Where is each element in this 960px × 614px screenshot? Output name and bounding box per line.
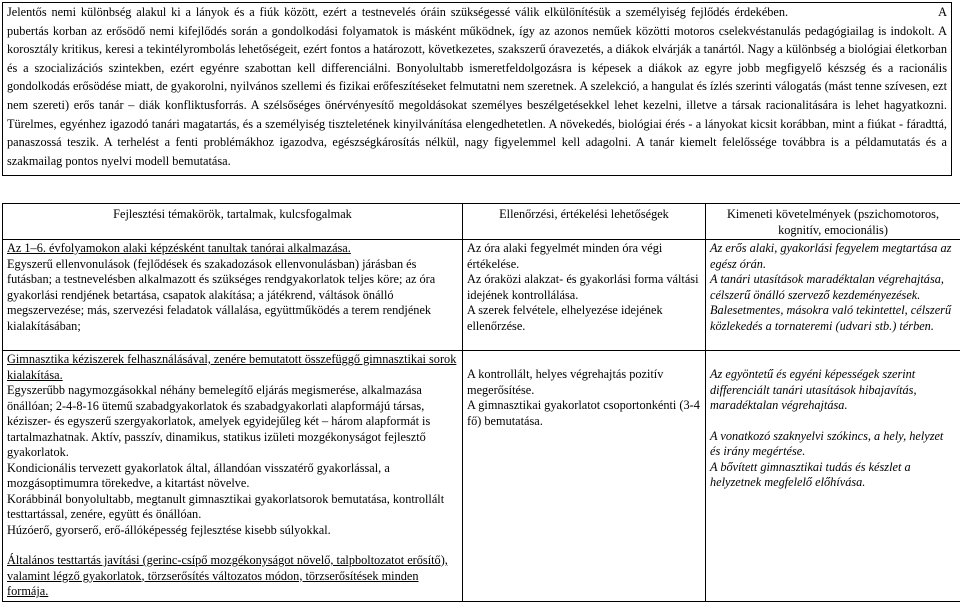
row2-req-item: Az egyöntetű és egyéni képességek szerint differenciált tanári utasítások hibajavítás, maradéktalan végrehajtása. [710,367,917,412]
row1-requirements-cell [706,240,960,351]
row1-req-item: Az erős alaki, gyakorlási fegyelem megtartása az egész órán. [710,241,952,271]
row2-topic-para: Kondicionális tervezett gyakorlatok által, állandóan visszatérő gyakorlással, a mozgásoptimumra törekedve, a kitartást növelve. [7,460,390,490]
row1-topic-title: Az 1–6. évfolyamokon alaki képzésként tanultak tanórai alkalmazása. [7,241,351,255]
row2-topic-para: Egyszerűbb nagymozgásokkal néhány bemelegítő eljárás megismerése, alkalmazása önállóan; 2-4-8-16 ütemű szabadgyakorlatok és szabadgyakorlati alapformájú társas, kéziszer- és egyszerű szergyakorlatok, amelyek egyidejűleg két – három alapformát is tartalmazhatnak. Aktív, passzív, dinamikus, statikus izületi mozgékonyságot fejlesztő gyakorlatok. [7,383,431,459]
row2-req-item: A vonatkozó szaknyelvi szókincs, a hely, helyzet és irány megértése. [710,428,944,458]
table-header-row [3,204,960,240]
row2-req-item: A bővített gimnasztikai tudás és készlet a helyzetnek megfelelő előhívása. [710,459,911,489]
row2-eval-item: A gimnasztikai gyakorlatot csoportonkénti (3-4 fő) bemutatása. [467,398,700,428]
row1-evaluation-cell [463,240,706,351]
row2-topic-para: Korábbinál bonyolultabb, megtanult gimnasztikai gyakorlatsorok bemutatása, kontrollált testtartással, zenére, együtt és önállóan. [7,491,445,521]
row2-topic-last: Általános testtartás javítási (gerinc-csípő mozgékonyságot növelő, talpboltozatot erősítő), valamint légző gyakorlatok, törzserősítés változatos módon, törzserősítések minden formája. [7,553,448,598]
row1-topics-cell [3,240,463,351]
row1-topic-text: Egyszerű ellenvonulások (fejlődések és szakadozások ellenvonulásban) járásban és futásban; a testnevelésben alkalmazott és szükséges rendgyakorlatok teljes köre; az óra gyakorlási rendjének betartása, csapatok alakítása; a játékrend, váltások önálló megszervezése; más, szervezési feladatok vállalása, együttműködés a terem rendjének kialakításában; [7,256,436,333]
table-row [3,240,960,351]
row2-topic-para: Húzóerő, gyorserő, erő-állóképesség fejlesztése kisebb súlyokkal. [7,522,331,537]
row2-topics-cell [3,351,463,602]
intro-paragraph [2,2,952,176]
row2-requirements-cell [706,351,960,602]
row1-eval-item: A szerek felvétele, elhelyezése idejének ellenőrzése. [467,303,663,333]
row1-req-item: A tanári utasítások maradéktalan végrehajtása, célszerű önálló szervező kezdeményezések. [710,272,944,302]
row1-eval-item: Az óraközi alakzat- és gyakorlási forma váltási idejének kontrollálása. [467,272,699,302]
row2-topic-title: Gimnasztika kéziszerek felhasználásával, zenére bemutatott összefüggő gimnasztikai sorok kialakítása. [7,352,457,382]
intro-body: A pubertás korban az erősödő nemi kifejlődés során a gondolkodási folyamatok is másként működnek, így az azonos neműek közötti motoros cselekvéstanulás pedagógiailag is indokolt. A korosztály kritikus, keresi a tekintélyrombolás lehetőségeit, ezért fontos a határozott, következetes, szakszerű óravezetés, a diákok elvárják a tanártól. Nagy a különbség a biológiai életkorban és a szocializációs szintekben, ezért egyénre szabottan kell differenciálni. Bonyolultabb ismeretfeldolgozásra is képesek a diákok az egyre jobb megfigyelő készség és a racionális gondolkodás erősödése miatt, de gyakorolni, nyilvános szellemi és fizikai erőfeszítéseket felmutatni nem szeretnek. A szelekció, a hangulat és ízlés szerinti válogatás (mást tenne szívesen, ezt nem szereti) erős tanár – diák konfliktusforrás. A szélsőséges önérvényesítő megoldásokat személyes beszélgetésekkel lehet kezelni, illetve a társak racionalitására is lehet hagyatkozni. Türelmes, egyénhez igazodó tanári magatartás, és a személyiség tiszteletének kinyilvánítása elengedhetetlen. A növekedés, biológiai érés - a lányokat kicsit korábban, mint a fiúkat - fáradttá, panaszossá teszik. A terhelést a fenti problémákhoz igazodva, egészségkárosítás nélkül, nagy figyelemmel kell adagolni. A tanár kiemelt felelőssége továbbra is a példamutatás és a szakmailag pontos nyelvi modell bemutatása. [7,5,947,168]
table-row [3,351,960,602]
curriculum-table [2,203,960,602]
row1-eval-item: Az óra alaki fegyelmét minden óra végi értékelése. [467,241,663,271]
header-evaluation: Ellenőrzési, értékelési lehetőségek [463,204,706,240]
row2-evaluation-cell [463,351,706,602]
header-requirements: Kimeneti követelmények (pszichomotoros, kognitív, emocionális) [706,204,960,240]
intro-sentence-1: Jelentős nemi különbség alakul ki a lányok és a fiúk között, ezért a testnevelés óráin szükségessé válik elkülönítésük a személyiség fejlődés érdekében. [7,5,789,19]
row1-req-item: Balesetmentes, másokra való tekintettel, célszerű közlekedés a tornateremi (udvari stb.) térben. [710,303,952,333]
header-topics: Fejlesztési témakörök, tartalmak, kulcsfogalmak [3,204,463,240]
row2-eval-item: A kontrollált, helyes végrehajtás pozitív megerősítése. [467,367,664,397]
